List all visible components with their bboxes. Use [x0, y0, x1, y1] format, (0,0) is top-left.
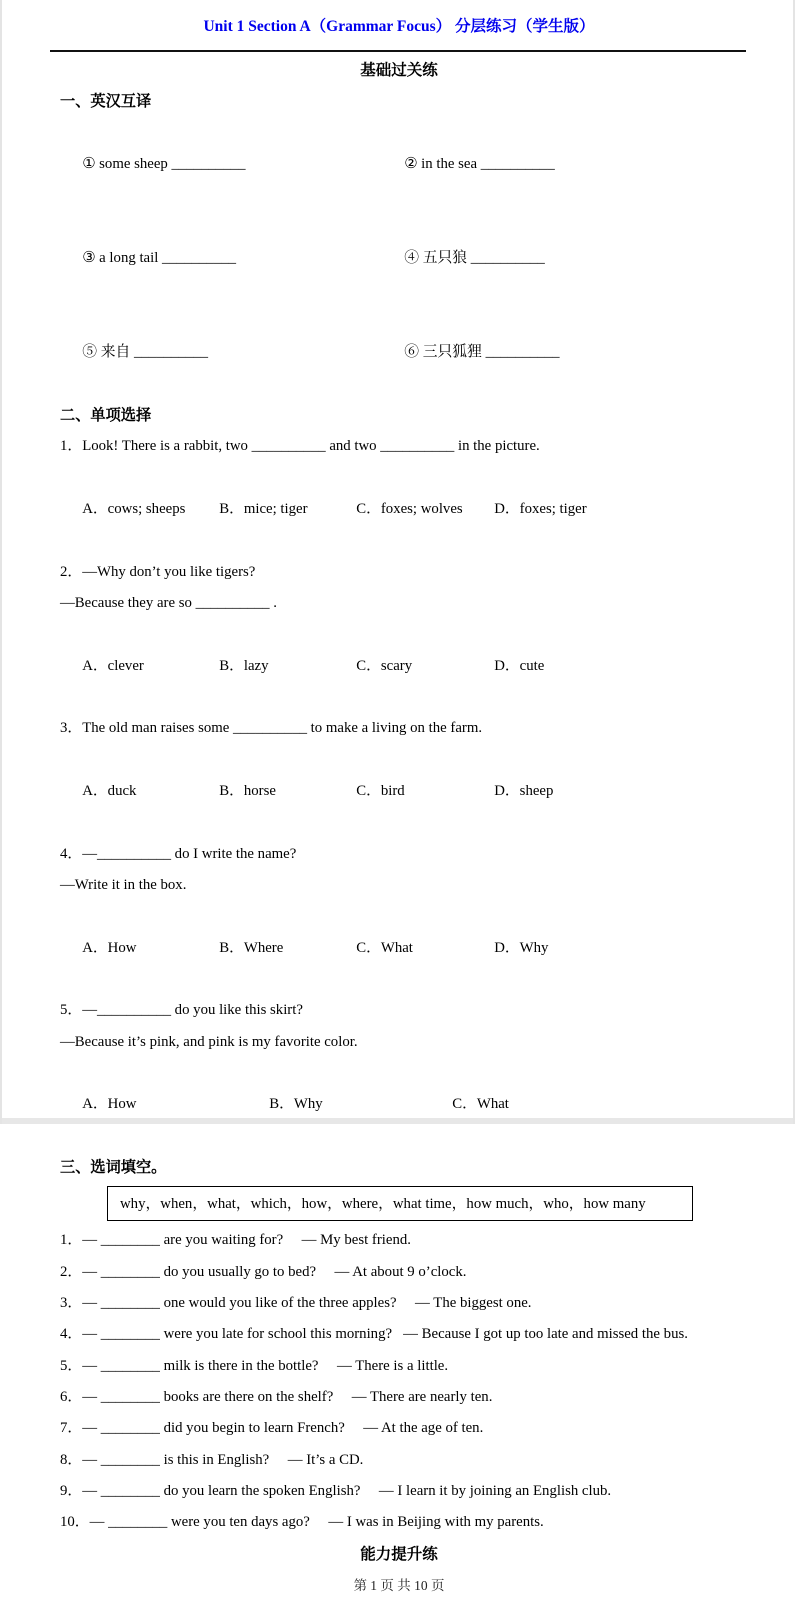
question-1-stem: 1．Look! There is a rabbit, two __________ and two __________ in the picture.	[60, 438, 540, 455]
option-c: C．What	[452, 1096, 509, 1113]
option-b: B．mice; tiger	[219, 500, 308, 517]
option-a: A．cows; sheeps	[82, 500, 186, 517]
question-1-options	[60, 462, 738, 556]
fill-item-9: 9．— ________ do you learn the spoken English? — I learn it by joining an English club.	[60, 1483, 612, 1500]
translation-item-1: ① some sheep __________	[82, 156, 246, 173]
option-a: A．How	[82, 939, 137, 956]
translation-row	[60, 212, 738, 306]
question-5-options	[60, 1058, 738, 1152]
option-c: C．foxes; wolves	[356, 500, 463, 517]
translation-row	[60, 118, 738, 212]
option-d: D．sheep	[494, 782, 554, 799]
word-bank: why，when，what，which，how，where，what time，how much，who，how many	[107, 1186, 693, 1221]
question-4-options	[60, 901, 738, 995]
translation-item-4: ④ 五只狼 __________	[404, 250, 545, 267]
translation-row	[60, 306, 738, 400]
question-2-stem: 2．—Why don’t you like tigers?	[60, 563, 256, 580]
part3-heading: 三、选词填空。	[60, 1159, 167, 1177]
translation-item-2: ② in the sea __________	[404, 156, 555, 173]
translation-item-6: ⑥ 三只狐狸 __________	[404, 344, 560, 361]
option-a: A．How	[82, 1096, 137, 1113]
translation-item-3: ③ a long tail __________	[82, 250, 237, 267]
fill-item-1: 1．— ________ are you waiting for? — My best friend.	[60, 1232, 411, 1249]
question-3-options	[60, 745, 738, 839]
page-number: 第 1 页 共 10 页	[353, 1578, 445, 1594]
page-bottom-edge	[2, 1118, 793, 1124]
fill-item-4: 4．— ________ were you late for school this morning? — Because I got up too late and missed the bus.	[60, 1326, 688, 1343]
part1-heading: 一、英汉互译	[60, 93, 152, 111]
section-basic-title: 基础过关练	[360, 62, 438, 79]
question-2-stem-line2: —Because they are so __________ .	[60, 594, 277, 611]
fill-item-6: 6．— ________ books are there on the shelf? — There are nearly ten.	[60, 1389, 493, 1406]
option-b: B．Where	[219, 939, 284, 956]
option-b: B．Why	[269, 1096, 323, 1113]
question-2-options	[60, 619, 738, 713]
option-a: A．clever	[82, 657, 144, 674]
fill-item-3: 3．— ________ one would you like of the three apples? — The biggest one.	[60, 1295, 532, 1312]
question-3-stem: 3．The old man raises some __________ to make a living on the farm.	[60, 720, 483, 737]
translation-item-5: ⑤ 来自 __________	[82, 344, 208, 361]
word-bank-row	[60, 1183, 738, 1225]
fill-item-2: 2．— ________ do you usually go to bed? — At about 9 o’clock.	[60, 1263, 467, 1280]
option-d: D．Why	[494, 939, 549, 956]
question-4-stem-line2: —Write it in the box.	[60, 876, 187, 893]
fill-item-7: 7．— ________ did you begin to learn French? — At the age of ten.	[60, 1420, 484, 1437]
option-c: C．What	[356, 939, 413, 956]
option-d: D．foxes; tiger	[494, 500, 587, 517]
option-a: A．duck	[82, 782, 137, 799]
part2-heading: 二、单项选择	[60, 406, 152, 424]
question-5-stem-line2: —Because it’s pink, and pink is my favorite color.	[60, 1033, 358, 1050]
fill-item-8: 8．— ________ is this in English? — It’s a CD.	[60, 1451, 364, 1468]
question-5-stem: 5．—__________ do you like this skirt?	[60, 1002, 303, 1019]
option-b: B．lazy	[219, 657, 269, 674]
question-4-stem: 4．—__________ do I write the name?	[60, 845, 297, 862]
fill-item-10: 10．— ________ were you ten days ago? — I was in Beijing with my parents.	[60, 1514, 544, 1531]
page-content	[2, 0, 793, 1602]
option-c: C．bird	[356, 782, 405, 799]
option-c: C．scary	[356, 657, 413, 674]
page-title: Unit 1 Section A（Grammar Focus） 分层练习（学生版）	[203, 18, 595, 35]
title-divider	[50, 50, 746, 52]
option-b: B．horse	[219, 782, 276, 799]
option-d: D．cute	[494, 657, 545, 674]
fill-item-5: 5．— ________ milk is there in the bottle? — There is a little.	[60, 1357, 449, 1374]
section-ability-title: 能力提升练	[360, 1545, 438, 1563]
